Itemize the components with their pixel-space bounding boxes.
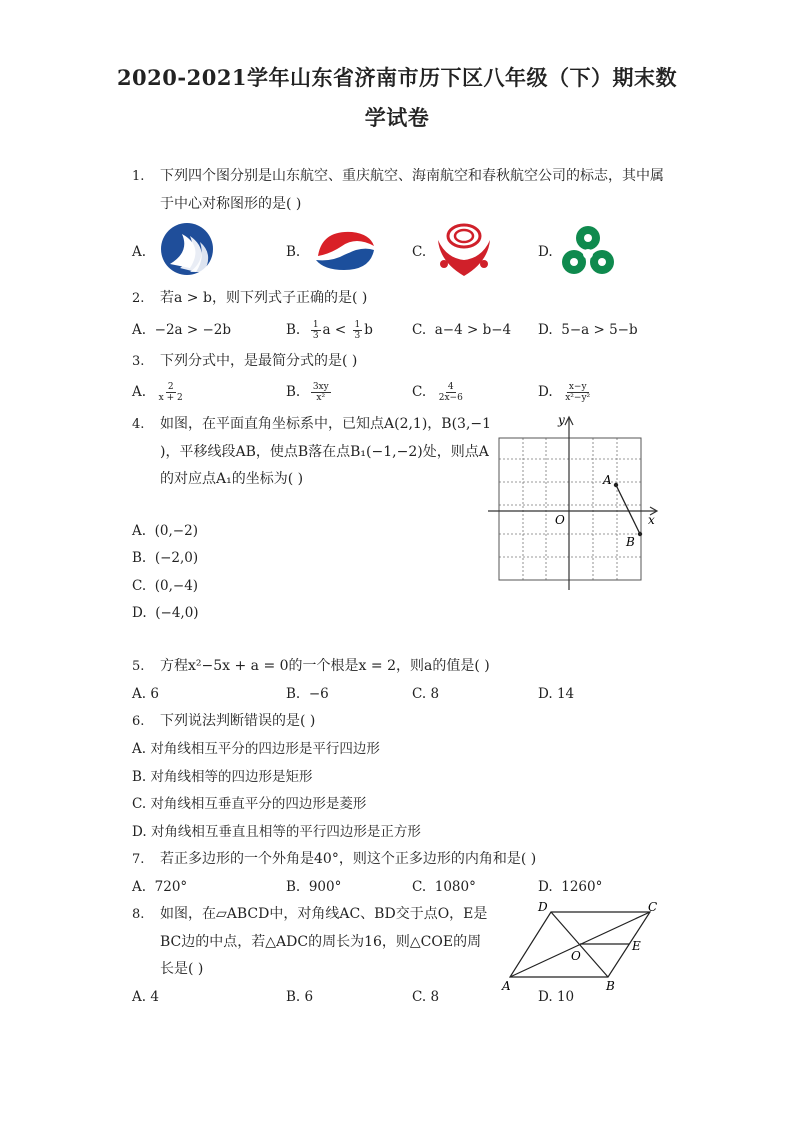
vertex-a-label: A — [502, 979, 511, 993]
option-text: 对角线相互平分的四边形是平行四边形 — [150, 741, 380, 757]
denominator: 3 — [354, 331, 361, 341]
q4-number: 4. — [132, 417, 145, 432]
option-text: 8 — [430, 686, 440, 702]
fraction — [311, 320, 321, 341]
option-label: C. — [412, 686, 427, 702]
q3-stem: 下列分式中，是最简分式的是( ) — [160, 353, 358, 369]
vertex-c-label: C — [648, 900, 658, 914]
option-label: A. — [132, 741, 147, 757]
q5-option-d[interactable] — [538, 684, 574, 704]
option-label: B. — [286, 686, 301, 702]
option-label: C. — [412, 384, 427, 400]
q5-number: 5. — [132, 659, 145, 674]
q1-option-d-label[interactable]: D. — [538, 244, 553, 260]
option-label: D. — [132, 605, 147, 621]
option-text: 5−a > 5−b — [561, 322, 638, 338]
option-text: 1080° — [434, 879, 476, 895]
option-label: B. — [286, 384, 301, 400]
q2-stem: 若a > b，则下列式子正确的是( ) — [160, 290, 368, 306]
q1-stem-line-1: 下列四个图分别是山东航空、重庆航空、海南航空和春秋航空公司的标志，其中属 — [160, 168, 664, 184]
option-label: D. — [538, 384, 553, 400]
q7-option-c[interactable] — [412, 877, 476, 897]
option-text: 720° — [154, 879, 188, 895]
option-label: B. — [286, 879, 301, 895]
page-title-line-2: 学试卷 — [364, 105, 430, 130]
q7-option-d[interactable] — [538, 877, 602, 897]
q7-option-b[interactable] — [286, 877, 341, 897]
option-text: 对角线相互垂直且相等的平行四边形是正方形 — [150, 824, 421, 840]
option-text: −6 — [308, 686, 329, 702]
q7-stem: 若正多边形的一个外角是40°，则这个正多边形的内角和是( ) — [160, 851, 537, 867]
denominator: x² — [316, 393, 326, 403]
option-text: (0,−2) — [154, 523, 198, 539]
q7-number: 7. — [132, 852, 145, 867]
point-b — [638, 532, 642, 536]
q3-number: 3. — [132, 354, 145, 369]
option-label: C. — [412, 879, 427, 895]
option-label: C. — [412, 322, 427, 338]
q3-option-c[interactable] — [412, 382, 467, 403]
option-label: B. — [132, 550, 147, 566]
q6-option-c[interactable] — [132, 794, 366, 814]
q2-option-c[interactable] — [412, 320, 511, 340]
q4-option-b[interactable] — [132, 548, 198, 568]
denominator: x + 2 — [158, 393, 183, 403]
option-text: −2a > −2b — [154, 322, 232, 338]
q4-option-c[interactable] — [132, 576, 198, 596]
q2-option-b[interactable] — [286, 320, 373, 341]
q8-parallelogram-figure — [498, 898, 668, 996]
point-o-label: O — [571, 949, 581, 963]
option-label: A. — [132, 322, 147, 338]
fraction — [157, 382, 185, 403]
option-label: D. — [538, 686, 553, 702]
point-b-label: B — [626, 535, 635, 549]
q1-option-a-label[interactable]: A. — [132, 244, 147, 260]
option-text: (−2,0) — [154, 550, 199, 566]
option-text: 对角线相互垂直平分的四边形是菱形 — [150, 796, 367, 812]
q5-option-b[interactable] — [286, 684, 329, 704]
q2-option-d[interactable] — [538, 320, 638, 340]
option-label: C. — [132, 578, 147, 594]
q8-number: 8. — [132, 907, 145, 922]
option-text: 10 — [556, 989, 575, 1005]
option-label: D. — [538, 322, 553, 338]
grid — [499, 438, 641, 580]
point-a-label: A — [603, 473, 612, 487]
numerator: x−y — [568, 382, 587, 392]
chongqing-airlines-logo-icon — [312, 226, 378, 274]
shandong-airlines-logo-icon — [160, 222, 214, 276]
q8-stem-line-3: 长是( ) — [160, 961, 204, 977]
q1-number: 1. — [132, 169, 145, 184]
option-text: 6 — [304, 989, 314, 1005]
x-axis-label: x — [648, 513, 655, 527]
q4-stem-line-1: 如图，在平面直角坐标系中，已知点A(2,1)，B(3,−1 — [160, 416, 492, 432]
option-label: B. — [132, 769, 147, 785]
y-axis-label: y — [558, 413, 565, 427]
q6-option-d[interactable] — [132, 822, 421, 842]
option-label: B. — [286, 989, 301, 1005]
option-label: C. — [132, 796, 147, 812]
option-text: 14 — [556, 686, 575, 702]
origin-label: O — [555, 513, 565, 527]
q7-option-a[interactable] — [132, 877, 187, 897]
point-a — [614, 483, 618, 487]
hainan-airlines-logo-icon — [434, 222, 494, 278]
q6-stem: 下列说法判断错误的是( ) — [160, 713, 316, 729]
q5-option-c[interactable] — [412, 684, 439, 704]
q4-stem-line-3: 的对应点A₁的坐标为( ) — [160, 471, 304, 487]
option-text: 900° — [308, 879, 342, 895]
denominator: 2x−6 — [438, 393, 463, 403]
option-text: 对角线相等的四边形是矩形 — [150, 769, 313, 785]
q8-stem-line-1: 如图，在▱ABCD中，对角线AC、BD交于点O，E是 — [160, 906, 488, 922]
vertex-d-label: D — [538, 900, 548, 914]
fraction — [311, 382, 331, 403]
page-title-line-1: 2020-2021学年山东省济南市历下区八年级（下）期末数 — [116, 65, 678, 90]
option-text: (−4,0) — [155, 605, 199, 621]
q4-option-a[interactable] — [132, 521, 198, 541]
option-text: a−4 > b−4 — [434, 322, 512, 338]
q8-option-c[interactable] — [412, 987, 439, 1007]
q8-option-b[interactable] — [286, 987, 313, 1007]
fraction — [563, 382, 592, 403]
denominator: x²−y² — [565, 393, 591, 403]
option-text: 6 — [150, 686, 159, 702]
numerator: 1 — [312, 320, 319, 330]
spring-airlines-logo-icon — [560, 224, 616, 278]
q2-option-a[interactable] — [132, 320, 231, 340]
q6-option-a[interactable] — [132, 739, 380, 759]
option-text: (0,−4) — [154, 578, 199, 594]
q2-number: 2. — [132, 291, 145, 306]
q4-option-d[interactable] — [132, 603, 199, 623]
q4-stem-line-2: )，平移线段AB，使点B落在点B₁(−1,−2)处，则点A — [160, 444, 489, 460]
q1-stem-line-2: 于中心对称图形的是( ) — [160, 196, 302, 212]
option-label: A. — [132, 879, 147, 895]
fraction — [437, 382, 465, 403]
numerator: 3xy — [312, 382, 329, 392]
denominator: 3 — [312, 331, 319, 341]
option-label: A. — [132, 686, 147, 702]
option-label: C. — [412, 989, 427, 1005]
option-label: A. — [132, 989, 147, 1005]
numerator: 2 — [167, 382, 174, 392]
q8-stem-line-2: BC边的中点，若△ADC的周长为16，则△COE的周 — [160, 934, 482, 950]
q6-option-b[interactable] — [132, 767, 313, 787]
option-label: A. — [132, 523, 147, 539]
option-text: b — [364, 322, 373, 338]
q6-number: 6. — [132, 714, 145, 729]
q5-option-a[interactable] — [132, 684, 159, 704]
option-text: a < — [322, 322, 351, 338]
option-label: D. — [538, 879, 553, 895]
q1-option-c-label[interactable]: C. — [412, 244, 427, 260]
q3-option-b[interactable] — [286, 382, 333, 403]
numerator: 4 — [447, 382, 454, 392]
option-text: 1260° — [561, 879, 603, 895]
vertex-b-label: B — [606, 979, 615, 993]
option-label: A. — [132, 384, 147, 400]
option-text: 4 — [150, 989, 159, 1005]
segment-ab — [616, 485, 640, 534]
q3-option-d[interactable] — [538, 382, 594, 403]
q1-option-b-label[interactable]: B. — [286, 244, 301, 260]
option-label: B. — [286, 322, 301, 338]
option-label: D. — [132, 824, 147, 840]
q3-option-a[interactable] — [132, 382, 187, 403]
point-e-label: E — [632, 939, 641, 953]
q5-stem: 方程x²−5x + a = 0的一个根是x = 2，则a的值是( ) — [160, 658, 490, 674]
option-label: D. — [538, 989, 553, 1005]
q4-coordinate-figure — [486, 408, 662, 594]
q8-option-a[interactable] — [132, 987, 159, 1007]
fraction — [353, 320, 363, 341]
option-text: 8 — [430, 989, 440, 1005]
numerator: 1 — [354, 320, 361, 330]
